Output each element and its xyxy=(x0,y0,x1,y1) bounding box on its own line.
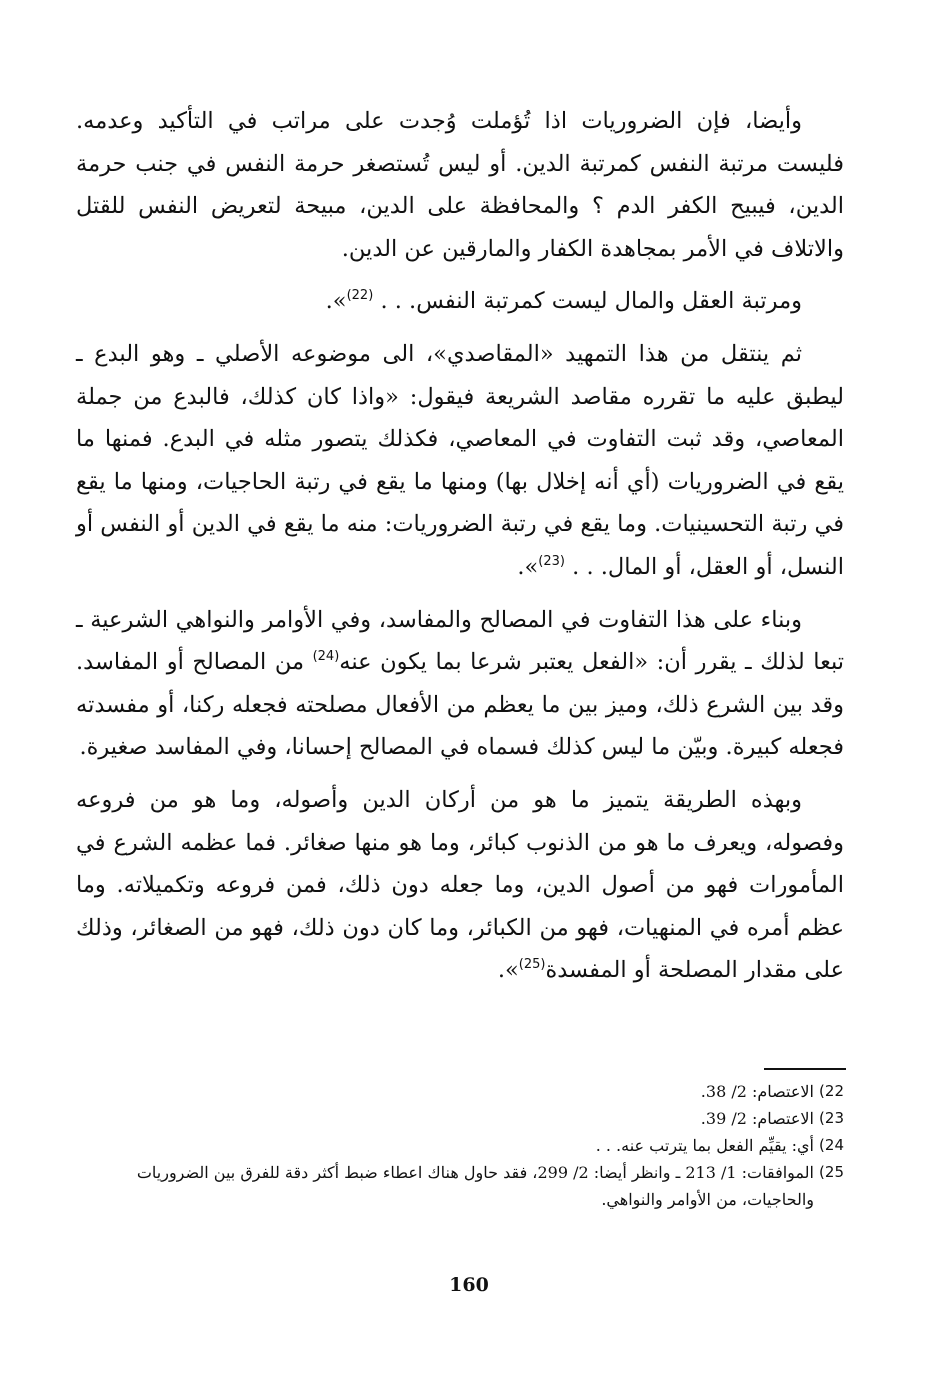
footnote-number: 22) xyxy=(819,1082,844,1100)
footnote-23 xyxy=(76,1105,844,1132)
footnote-number: 24) xyxy=(819,1136,844,1154)
paragraph-3: ثم ينتقل من هذا التمهيد «المقاصدي»، الى موضوعه الأصلي ـ وهو البدع ـ ليطبق عليه ما تقرره مقاصد الشريعة فيقول: «واذا كان كذلك، فالبدع من جملة المعاصي، وقد ثبت التفاوت في المعاصي، فكذلك يتصور مثله في البدع. فمنها ما يقع في الضروريات (أي أنه إخلال بها) ومنها ما يقع في رتبة الحاجيات، ومنها ما يقع في رتبة التحسينيات. وما يقع في رتبة الضروريات: منه ما يقع في الدين أو النفس أو النسل، أو العقل، أو المال. . . $^{(23)}$». xyxy=(76,340,844,580)
footnote-ref-23[interactable]: (23) xyxy=(538,553,565,569)
paragraph-4: وبناء على هذا التفاوت في المصالح والمفاسد، وفي الأوامر والنواهي الشرعية ـ تبعا لذلك ـ يقرر أن: «الفعل يعتبر شرعا بما يكون عنه$^{(24)}$ من المصالح أو المفاسد. وقد بين الشرع ذلك، وميز بين ما يعظم من الأفعال مصلحته فجعله ركنا، أو مفسدته فجعله كبيرة. وبيّن ما ليس كذلك فسماه في المصالح إحسانا، وفي المفاسد صغيرة. xyxy=(76,606,844,761)
page-number: 160 xyxy=(449,1274,489,1296)
footnote-ref-24[interactable]: (24) xyxy=(312,649,340,665)
paragraph-5: وبهذه الطريقة يتميز ما هو من أركان الدين وأصوله، وما هو من فروعه وفصوله، ويعرف ما هو من الذنوب كبائر، وما هو منها صغائر. فما عظمه الشرع في المأمورات فهو من أصول الدين، وما جعله دون ذلك، فمن فروعه وتكميلاته. وما عظم أمره في المنهيات، فهو من الكبائر، وما كان دون ذلك، فهو من الصغائر، وذلك على مقدار المصلحة أو المفسدة$^{(25)}$». xyxy=(76,786,844,984)
footnote-text: الموافقات: 1/ 213 ـ وانظر أيضا: 2/ 299، فقد حاول هناك اعطاء ضبط أكثر دقة للفرق بين الضروريات والحاجيات، من الأوامر والنواهي. xyxy=(136,1163,814,1209)
paragraph-1: وأيضا، فإن الضروريات اذا تُؤملت وُجدت على مراتب في التأكيد وعدمه. فليست مرتبة النفس كمرتبة الدين. أو ليس تُستصغر حرمة النفس في جنب حرمة الدين، فيبيح الكفر الدم ؟ والمحافظة على الدين، مبيحة لتعريض النفس للقتل والاتلاف في الأمر بمجاهدة الكفار والمارقين عن الدين. xyxy=(76,108,844,262)
footnote-text: الاعتصام: 2/ 38. xyxy=(700,1082,814,1101)
footnote-separator xyxy=(764,1068,846,1070)
footnote-text: الاعتصام: 2/ 39. xyxy=(700,1109,814,1128)
footnote-22 xyxy=(76,1078,844,1105)
footnote-number: 25) xyxy=(819,1163,844,1181)
footnotes xyxy=(76,1078,844,1213)
main-text xyxy=(76,100,844,1002)
footnote-25 xyxy=(76,1159,844,1213)
footnote-number: 23) xyxy=(819,1109,844,1127)
footnote-24 xyxy=(76,1132,844,1159)
footnote-text: أي: يقيِّم الفعل بما يترتب عنه. . . xyxy=(595,1136,814,1155)
paragraph-2: ومرتبة العقل والمال ليست كمرتبة النفس. . . $^{(22)}$». xyxy=(325,288,802,315)
footnote-ref-22[interactable]: (22) xyxy=(346,288,374,304)
footnote-ref-25[interactable]: (25) xyxy=(518,957,546,973)
